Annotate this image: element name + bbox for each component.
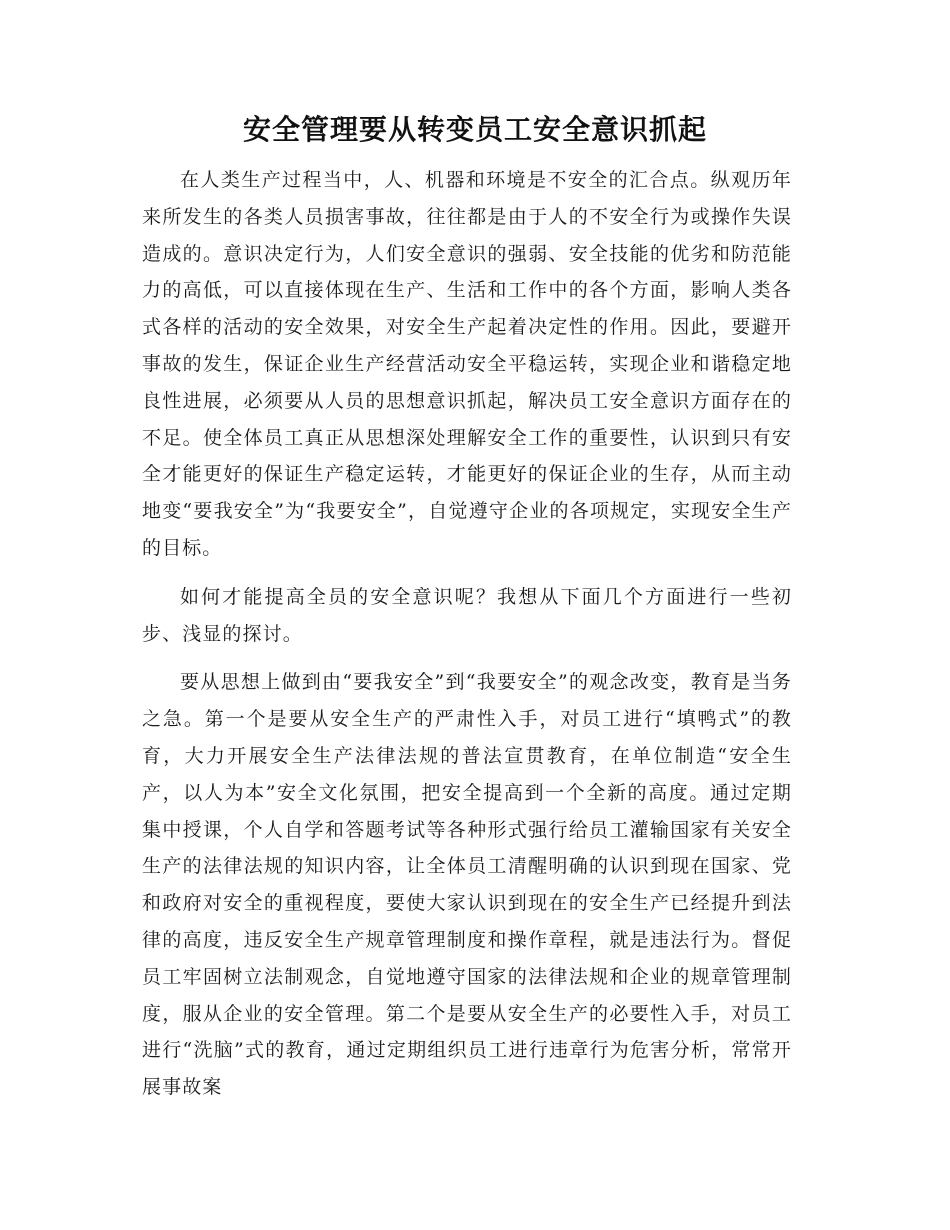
document-body [142,162,792,1106]
paragraph-education: 要从思想上做到由“要我安全”到“我要安全”的观念改变，教育是当务之急。第一个是要从安全生产的严肃性入手，对员工进行“填鸭式”的教育，大力开展安全生产法律法规的普法宣贯教育，在单位制造“安全生产，以人为本”安全文化氛围，把安全提高到一个全新的高度。通过定期集中授课，个人自学和答题考试等各种形式强行给员工灌输国家有关安全生产的法律法规的知识内容，让全体员工清醒明确的认识到现在国家、党和政府对安全的重视程度，要使大家认识到现在的安全生产已经提升到法律的高度，违反安全生产规章管理制度和操作章程，就是违法行为。督促员工牢固树立法制观念，自觉地遵守国家的法律法规和企业的规章管理制度，服从企业的安全管理。第二个是要从安全生产的必要性入手，对员工进行“洗脑”式的教育，通过定期组织员工进行违章行为危害分析，常常开展事故案 [142,671,792,1099]
paragraph-intro: 在人类生产过程当中，人、机器和环境是不安全的汇合点。纵观历年来所发生的各类人员损害事故，往往都是由于人的不安全行为或操作失误造成的。意识决定行为，人们安全意识的强弱、安全技能的优劣和防范能力的高低，可以直接体现在生产、生活和工作中的各个方面，影响人类各式各样的活动的安全效果，对安全生产起着决定性的作用。因此，要避开事故的发生，保证企业生产经营活动安全平稳运转，实现企业和谐稳定地良性进展，必须要从人员的思想意识抓起，解决员工安全意识方面存在的不足。使全体员工真正从思想深处理解安全工作的重要性，认识到只有安全才能更好的保证生产稳定运转，才能更好的保证企业的生存，从而主动地变“要我安全”为“我要安全”，自觉遵守企业的各项规定，实现安全生产的目标。 [142,169,792,559]
document-title: 安全管理要从转变员工安全意识抓起 [242,113,707,146]
paragraph-question: 如何才能提高全员的安全意识呢？我想从下面几个方面进行一些初步、浅显的探讨。 [142,585,792,645]
